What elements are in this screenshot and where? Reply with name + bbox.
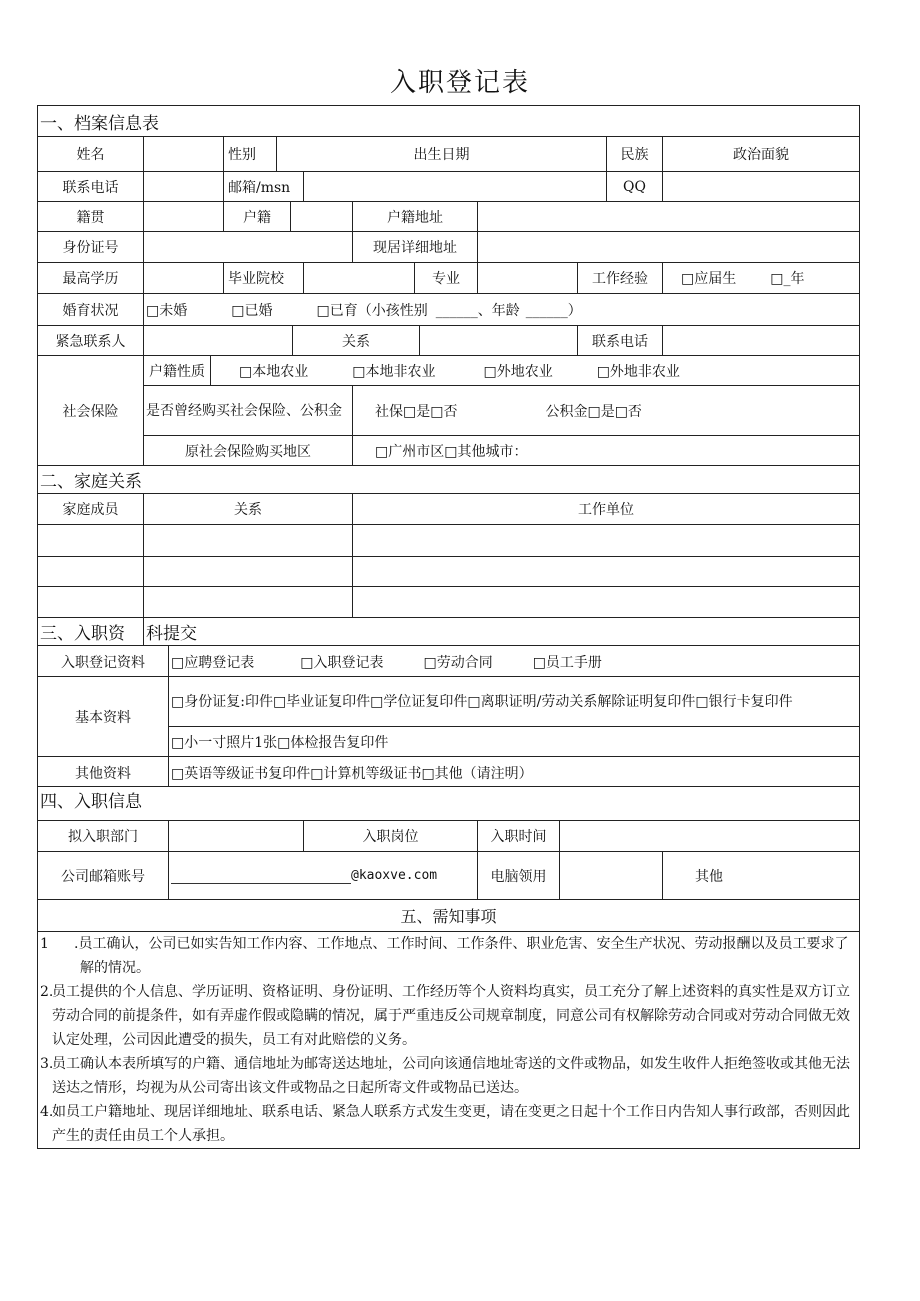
company-email-field[interactable]	[169, 852, 478, 900]
input-hukou[interactable]	[291, 202, 353, 232]
label-social-insurance: 社会保险	[38, 356, 144, 466]
label-computer-issue: 电脑领用	[478, 852, 560, 900]
label-insurance-area: 原社会保险购买地区	[144, 436, 353, 466]
input-phone[interactable]	[144, 172, 224, 202]
note-text: 如员工户籍地址、现居详细地址、联系电话、紧急人联系方式发生变更，请在变更之日起十个工作日内告知人事行政部，否则因此产生的责任由员工个人承担。	[52, 1104, 850, 1144]
label-qq: QQ	[607, 172, 663, 202]
checkbox-gongjijin[interactable]: 公积金□是□否	[545, 403, 642, 420]
input-email-msn[interactable]	[304, 172, 607, 202]
email-domain: @kaoxve.com	[351, 868, 438, 883]
child-gender-blank[interactable]: ______、年龄	[435, 302, 520, 319]
label-work-experience: 工作经验	[578, 263, 663, 294]
work-experience-options	[663, 263, 859, 294]
form-title: 入职登记表	[389, 68, 530, 98]
label-other-docs: 其他资料	[38, 757, 169, 787]
checkbox-married[interactable]: □已婚	[231, 302, 273, 319]
input-current-address[interactable]	[478, 232, 859, 263]
section-3-heading-a: 三、入职资	[38, 618, 144, 646]
basic-docs-options-2[interactable]: □小一寸照片1张□体检报告复印件	[169, 727, 859, 757]
input-emergency-contact[interactable]	[144, 326, 293, 356]
label-political-status: 政治面貌	[663, 137, 859, 172]
label-position: 入职岗位	[304, 821, 478, 852]
section-2-heading: 二、家庭关系	[38, 466, 859, 494]
note-item	[38, 1100, 859, 1148]
email-blank-line[interactable]	[171, 867, 351, 884]
family-work-unit-cell[interactable]	[353, 525, 859, 557]
input-relationship[interactable]	[420, 326, 578, 356]
note-text: 员工提供的个人信息、学历证明、资格证明、身份证明、工作经历等个人资料均真实，员工充分了解上述资料的真实性是双方订立劳动合同的前提条件，如有弄虚作假或隐瞒的情况，属于严重违反公司规章制度，同意公司有权解除劳动合同或对劳动合同做无效认定处理，公司因此遭受的损失，员工有对此赔偿的义务。	[52, 984, 850, 1048]
section-3-heading-b: 科提交	[144, 618, 859, 646]
label-other: 其他	[663, 852, 859, 900]
section-1-heading: 一、档案信息表	[38, 106, 859, 137]
checkbox-unmarried[interactable]: □未婚	[146, 302, 188, 319]
note-item	[38, 932, 859, 980]
checkbox-employee-handbook[interactable]: □员工手册	[532, 655, 602, 671]
note-number: 2.	[40, 984, 54, 1000]
label-current-address: 现居详细地址	[353, 232, 478, 263]
label-bought-insurance: 是否曾经购买社会保险、公积金	[144, 386, 353, 436]
input-native-place[interactable]	[144, 202, 224, 232]
input-school[interactable]	[304, 263, 415, 294]
input-department[interactable]	[169, 821, 304, 852]
family-work-unit-cell[interactable]	[353, 587, 859, 618]
checkbox-fresh-graduate[interactable]: □应届生	[681, 271, 737, 287]
family-relation-cell[interactable]	[144, 525, 353, 557]
marital-options	[144, 294, 859, 326]
hukou-type-options	[211, 356, 859, 386]
checkbox-local-non-agricultural[interactable]: □本地非农业	[352, 363, 436, 380]
label-school: 毕业院校	[224, 263, 304, 294]
family-work-unit-cell[interactable]	[353, 557, 859, 587]
input-name[interactable]	[144, 137, 224, 172]
checkbox-nonlocal-agricultural[interactable]: □外地农业	[483, 363, 553, 380]
input-contact-phone[interactable]	[663, 326, 859, 356]
section-5-heading: 五、需知事项	[38, 900, 859, 932]
notes-list	[38, 932, 859, 1148]
label-basic-docs: 基本资料	[38, 677, 169, 757]
checkbox-local-agricultural[interactable]: □本地农业	[239, 363, 309, 380]
input-education[interactable]	[144, 263, 224, 294]
basic-docs-options[interactable]: □身份证复:印件□毕业证复印件□学位证复印件□离职证明/劳动关系解除证明复印件□银行卡复印件	[169, 677, 859, 727]
family-relation-cell[interactable]	[144, 587, 353, 618]
input-hukou-address[interactable]	[478, 202, 859, 232]
label-emergency-contact: 紧急联系人	[38, 326, 144, 356]
input-qq[interactable]	[663, 172, 859, 202]
insurance-area-options[interactable]: □广州市区□其他城市：	[353, 436, 859, 466]
onboarding-docs-options	[169, 646, 859, 677]
label-hukou-type: 户籍性质	[144, 356, 211, 386]
section-4-heading: 四、入职信息	[38, 787, 859, 821]
label-gender: 性别	[224, 137, 277, 172]
label-native-place: 籍贯	[38, 202, 144, 232]
label-birthdate: 出生日期	[277, 137, 607, 172]
note-number: 4.	[40, 1104, 54, 1120]
insurance-options	[353, 386, 859, 436]
checkbox-shebao[interactable]: 社保□是□否	[375, 403, 458, 420]
input-computer-issue[interactable]	[560, 852, 663, 900]
child-age-blank[interactable]: ______）	[525, 302, 582, 319]
label-education: 最高学历	[38, 263, 144, 294]
checkbox-has-children[interactable]: □已育（小孩性别	[316, 302, 428, 319]
label-id-number: 身份证号	[38, 232, 144, 263]
label-onboarding-docs: 入职登记资料	[38, 646, 169, 677]
note-text: .员工确认，公司已如实告知工作内容、工作地点、工作时间、工作条件、职业危害、安全生产状况、劳动报酬以及员工要求了解的情况。	[74, 936, 849, 976]
label-contact-phone: 联系电话	[578, 326, 663, 356]
note-item	[38, 1052, 859, 1100]
label-marital-status: 婚育状况	[38, 294, 144, 326]
label-company-email: 公司邮箱账号	[38, 852, 169, 900]
note-item	[38, 980, 859, 1052]
label-major: 专业	[415, 263, 478, 294]
label-hukou: 户籍	[224, 202, 291, 232]
checkbox-application-form[interactable]: □应聘登记表	[171, 655, 255, 671]
other-docs-options[interactable]: □英语等级证书复印件□计算机等级证书□其他（请注明）	[169, 757, 859, 787]
form-frame	[37, 105, 860, 1149]
family-member-cell[interactable]	[38, 525, 144, 557]
label-ethnicity: 民族	[607, 137, 663, 172]
checkbox-labor-contract[interactable]: □劳动合同	[423, 655, 493, 671]
label-phone: 联系电话	[38, 172, 144, 202]
family-member-cell[interactable]	[38, 557, 144, 587]
label-name: 姓名	[38, 137, 144, 172]
checkbox-onboarding-form[interactable]: □入职登记表	[300, 655, 384, 671]
label-department: 拟入职部门	[38, 821, 169, 852]
checkbox-nonlocal-non-agricultural[interactable]: □外地非农业	[596, 363, 680, 380]
checkbox-years[interactable]: □_年	[770, 271, 805, 287]
label-email-msn: 邮箱/msn	[224, 172, 304, 202]
input-start-date[interactable]	[560, 821, 859, 852]
note-number: 3.	[40, 1056, 54, 1072]
label-relationship: 关系	[293, 326, 420, 356]
header-relation: 关系	[144, 494, 353, 525]
label-hukou-address: 户籍地址	[353, 202, 478, 232]
family-relation-cell[interactable]	[144, 557, 353, 587]
input-major[interactable]	[478, 263, 578, 294]
family-member-cell[interactable]	[38, 587, 144, 618]
note-number: 1	[40, 936, 49, 952]
header-family-member: 家庭成员	[38, 494, 144, 525]
label-start-date: 入职时间	[478, 821, 560, 852]
header-work-unit: 工作单位	[353, 494, 859, 525]
note-text: 员工确认本表所填写的户籍、通信地址为邮寄送达地址，公司向该通信地址寄送的文件或物品，如发生收件人拒绝签收或其他无法送达之情形，均视为从公司寄出该文件或物品之日起所寄文件或物品已送达。	[52, 1056, 850, 1096]
input-id-number[interactable]	[144, 232, 353, 263]
